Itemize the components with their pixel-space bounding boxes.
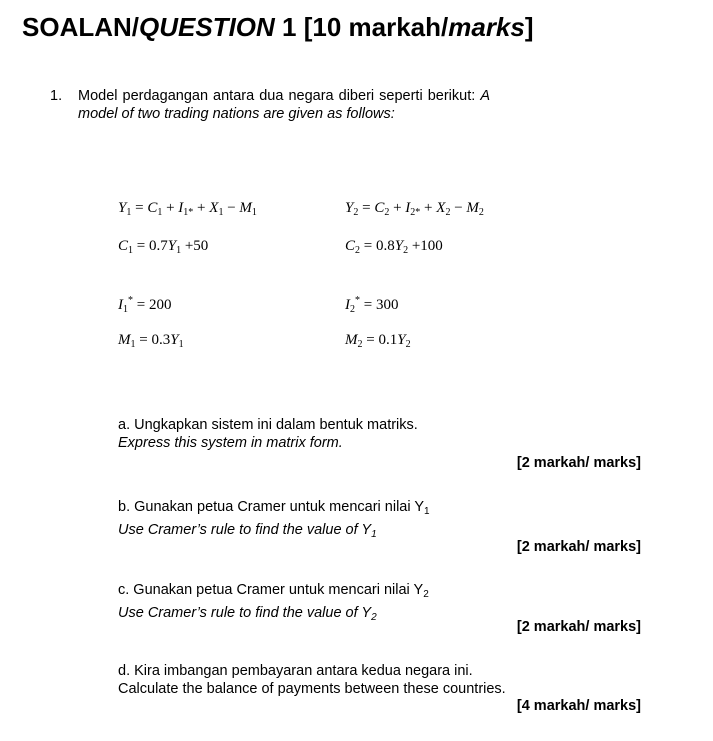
equation (118, 200, 257, 218)
subscript: 1 (371, 529, 377, 540)
marks-label: [4 markah/ marks] (516, 698, 641, 714)
intro-english: A model of two trading nations are given as follows: (78, 88, 490, 122)
operator-text: = 0.1 (362, 332, 398, 348)
superscript: * (355, 295, 360, 306)
part-english (118, 521, 430, 544)
question-number: 1. (50, 88, 63, 104)
part-b (118, 498, 430, 544)
variable: X (436, 200, 446, 216)
operator-text: + (420, 200, 437, 216)
equation (118, 295, 171, 315)
part-english (118, 604, 429, 627)
part-english: Express this system in matrix form. (118, 435, 343, 451)
part-c (118, 581, 429, 627)
part-english: Calculate the balance of payments between these countries. (118, 681, 506, 697)
variable: I (118, 297, 123, 313)
operator-text: +50 (181, 238, 209, 254)
subscript: 1* (183, 207, 194, 218)
variable: Y (167, 238, 177, 254)
title-italic: QUESTION (139, 12, 275, 42)
equation (118, 238, 208, 256)
variable: X (209, 200, 219, 216)
superscript: * (128, 295, 133, 306)
subscript: 2 (353, 207, 359, 218)
operator-text: = (358, 200, 375, 216)
operator-text: = 0.8 (360, 238, 395, 254)
variable: M (239, 200, 252, 216)
subscript: 2 (405, 339, 411, 350)
equation (345, 295, 398, 315)
variable: C (374, 200, 385, 216)
variable: Y (397, 332, 406, 348)
part-malay (118, 498, 430, 521)
part-a (118, 416, 418, 452)
variable: Y (345, 200, 354, 216)
operator-text: = 200 (133, 297, 172, 313)
question-title (22, 12, 534, 43)
title-suffix: ] (524, 12, 534, 42)
part-malay-text: c. Gunakan petua Cramer untuk mencari nilai Y (118, 582, 424, 598)
variable: C (147, 200, 158, 216)
subscript: 1 (123, 304, 128, 315)
subscript: 2 (350, 304, 355, 315)
operator-text: − (223, 200, 240, 216)
subscript: 1 (126, 207, 132, 218)
marks-label: [2 markah/ marks] (516, 539, 641, 555)
variable: Y (394, 238, 404, 254)
marks-label: [2 markah/ marks] (516, 619, 641, 635)
variable: C (345, 238, 356, 254)
subscript: 2 (355, 245, 361, 256)
part-english-text: Use Cramer’s rule to find the value of Y (118, 605, 372, 621)
part-english-text: Use Cramer’s rule to find the value of Y (118, 522, 372, 538)
part-malay-text: b. Gunakan petua Cramer untuk mencari nilai Y (118, 499, 425, 515)
subscript: 1 (130, 339, 136, 350)
subscript: 2 (478, 207, 484, 218)
equation (345, 332, 411, 350)
operator-text: = 0.3 (135, 332, 171, 348)
operator-text: + (162, 200, 179, 216)
operator-text: + (193, 200, 210, 216)
variable: Y (118, 200, 127, 216)
subscript: 2* (410, 207, 421, 218)
subscript: 1 (178, 339, 184, 350)
variable: I (345, 297, 350, 313)
variable: I (178, 200, 184, 216)
subscript: 2 (423, 589, 429, 600)
subscript: 1 (128, 245, 134, 256)
part-d (118, 662, 506, 698)
subscript: 1 (218, 207, 224, 218)
subscript: 1 (157, 207, 163, 218)
title-middle: 1 [10 markah/ (274, 12, 449, 42)
part-malay (118, 581, 429, 604)
subscript: 2 (445, 207, 451, 218)
variable: M (466, 200, 479, 216)
title-prefix: SOALAN/ (22, 12, 139, 42)
intro-malay: Model perdagangan antara dua negara diberi seperti berikut: (78, 88, 476, 104)
operator-text: +100 (408, 238, 443, 254)
equation (118, 332, 184, 350)
variable: C (118, 238, 129, 254)
equation (345, 200, 484, 218)
subscript: 2 (384, 207, 390, 218)
title-italic2: marks (448, 12, 525, 42)
equation (345, 238, 443, 256)
operator-text: = 0.7 (133, 238, 168, 254)
part-malay: a. Ungkapkan sistem ini dalam bentuk matriks. (118, 417, 418, 433)
operator-text: + (389, 200, 406, 216)
variable: M (345, 332, 358, 348)
marks-label: [2 markah/ marks] (516, 455, 641, 471)
subscript: 1 (424, 506, 430, 517)
variable: I (405, 200, 411, 216)
operator-text: = (131, 200, 148, 216)
operator-text: = 300 (360, 297, 399, 313)
subscript: 1 (176, 245, 182, 256)
part-malay: d. Kira imbangan pembayaran antara kedua negara ini. (118, 663, 473, 679)
variable: M (118, 332, 131, 348)
subscript: 1 (251, 207, 257, 218)
operator-text: − (450, 200, 467, 216)
variable: Y (170, 332, 179, 348)
question-intro (50, 87, 490, 123)
subscript: 2 (403, 245, 409, 256)
subscript: 2 (357, 339, 363, 350)
subscript: 2 (371, 612, 377, 623)
